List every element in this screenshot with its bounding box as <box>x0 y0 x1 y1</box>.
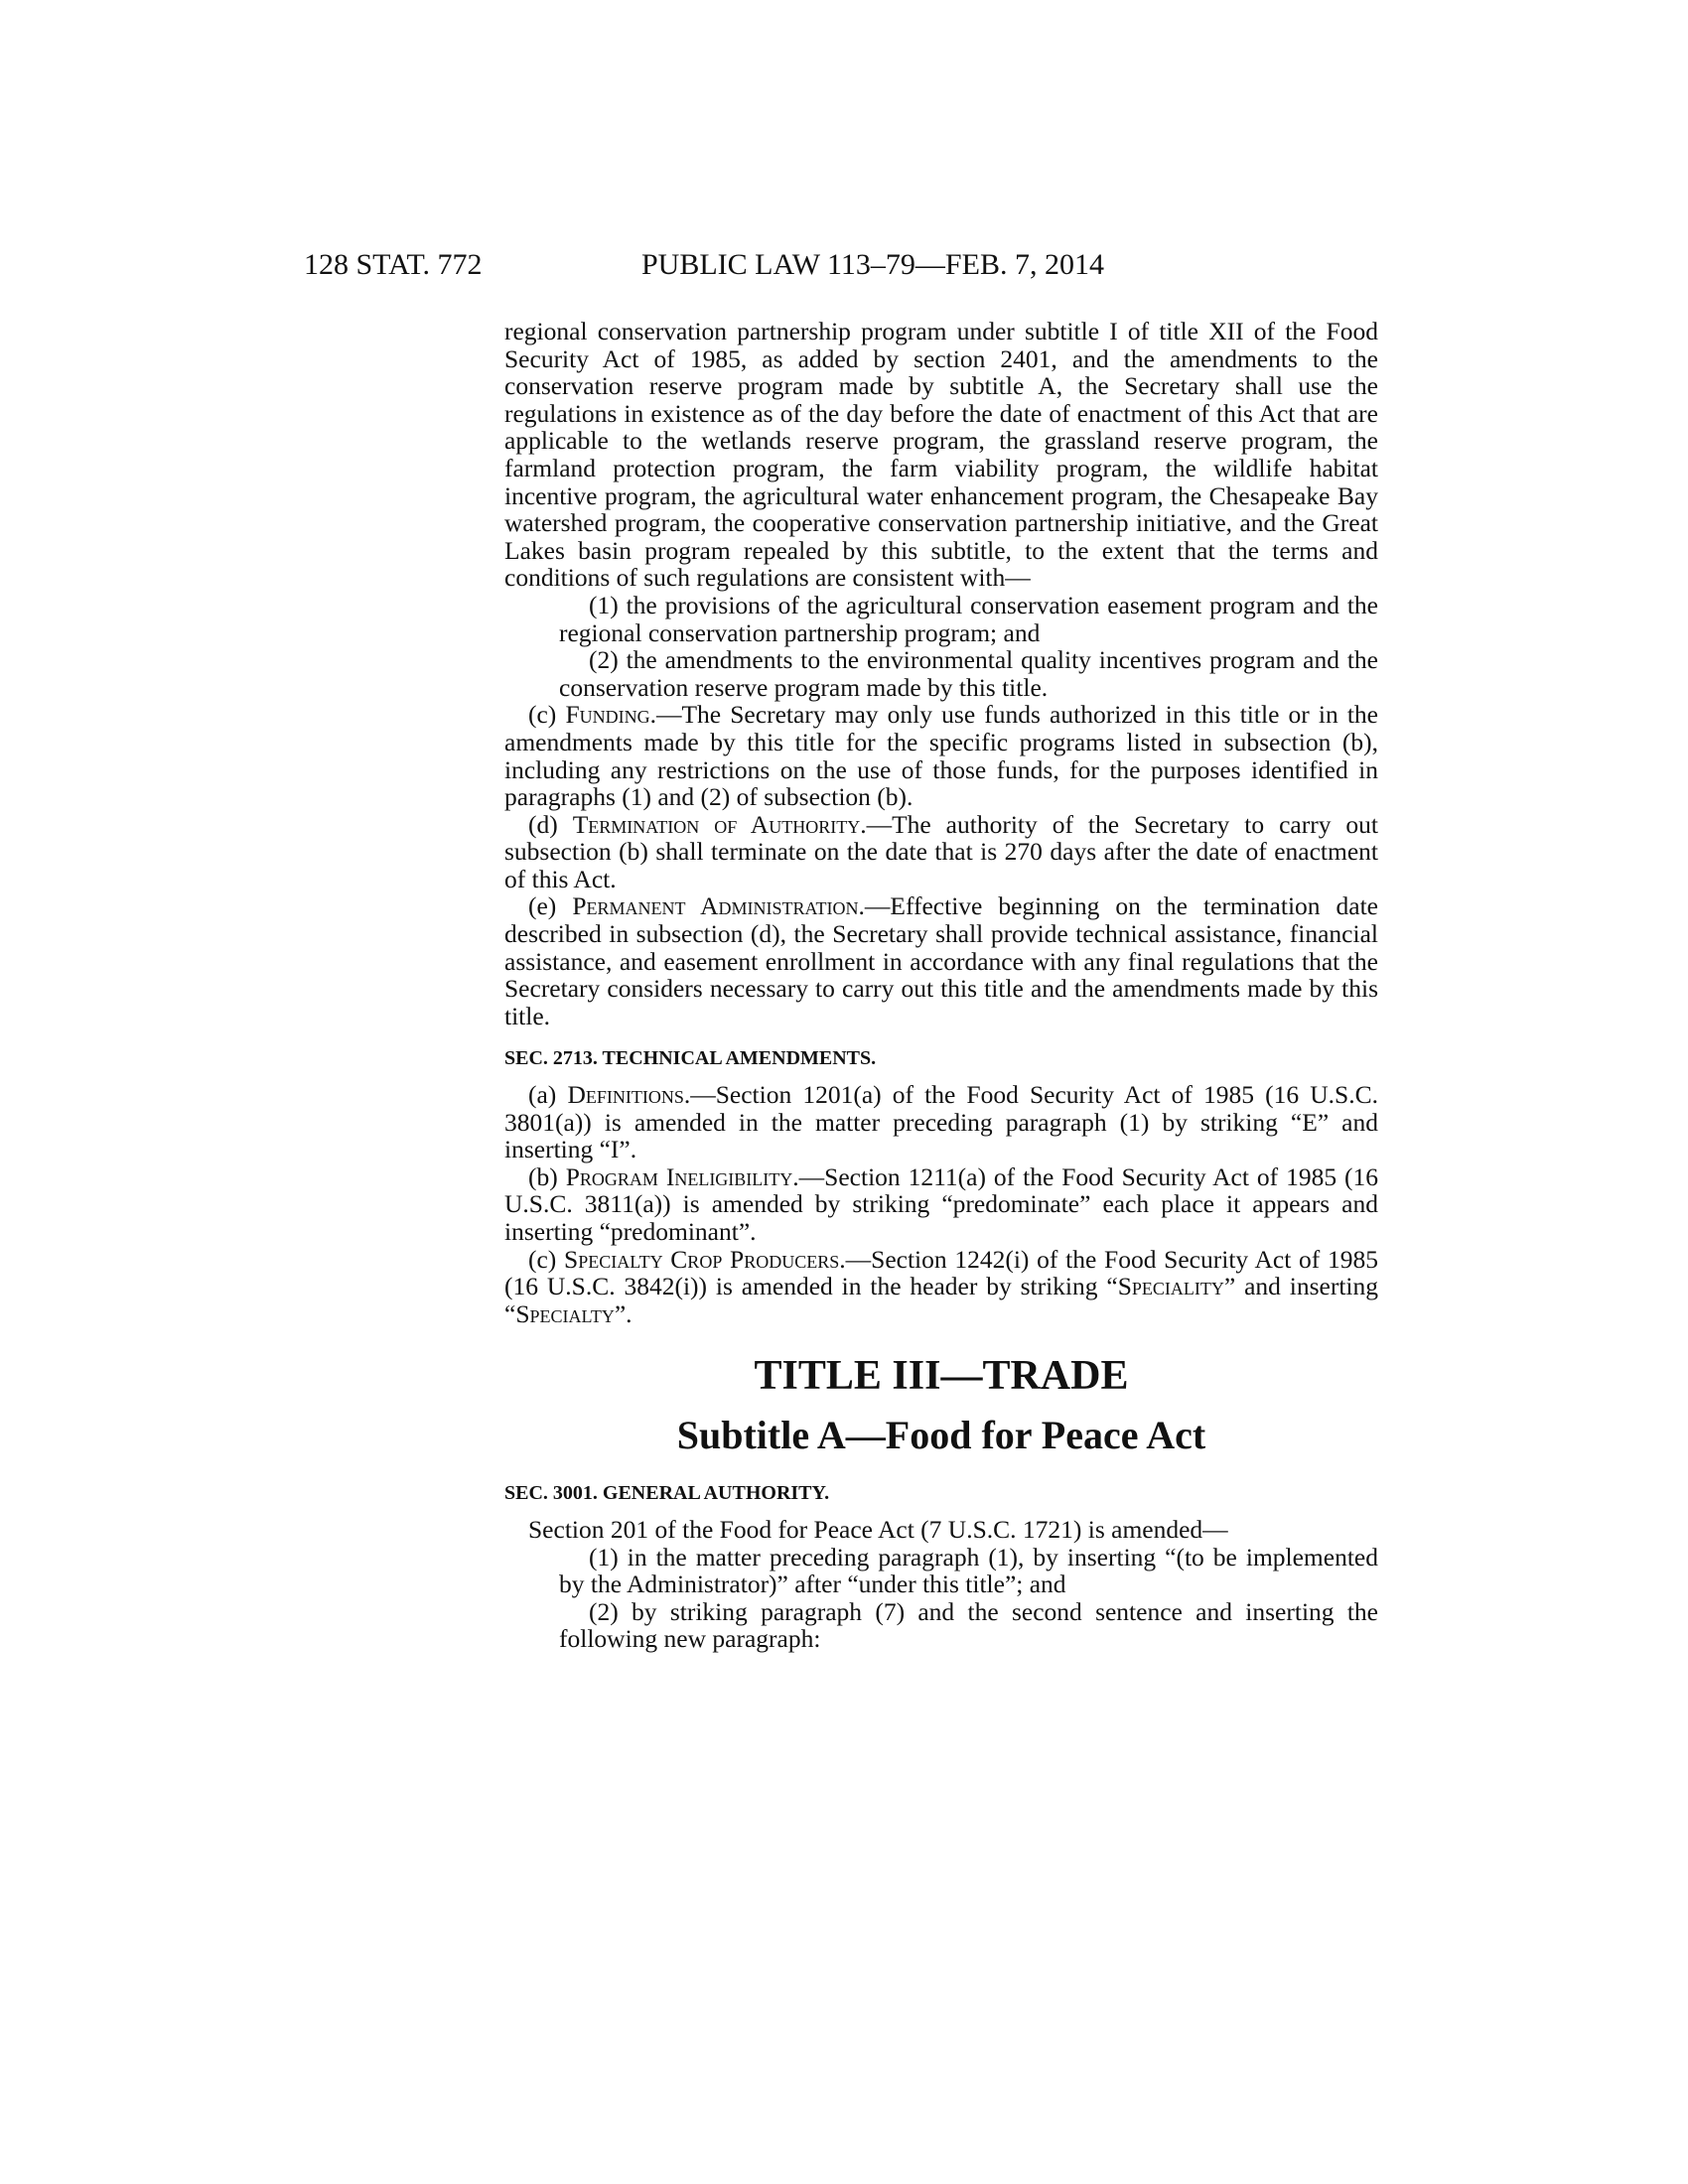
subsection-heading: Termination of Authority <box>572 809 861 839</box>
subsection-c: (c) Funding.—The Secretary may only use funds authorized in this title or in the amendments made by this title for the specific programs listed in subsection (b), including any restrictions on the use of those funds, for the purposes identified in paragraphs (1) and (2) of subsection (b). <box>504 700 1378 812</box>
section-intro: Section 201 of the Food for Peace Act (7 U.S.C. 1721) is amended— <box>528 1514 1228 1544</box>
section-heading-2713: SEC. 2713. TECHNICAL AMENDMENTS. <box>504 1047 877 1070</box>
page-header <box>304 248 1197 288</box>
subtitle-heading: Subtitle A—Food for Peace Act <box>676 1413 1206 1458</box>
subsection-heading: Program Ineligibility <box>565 1161 793 1191</box>
intro-paragraph: regional conservation partnership program under subtitle I of title XII of the Food Security Act of 1985, as added by section 2401, and the amendments to the conservation reserve program made by subtitle A, the Secretary shall use the regulations in existence as of the day before the date of enactment of this Act that are applicable to the wetlands reserve program, the grassland reserve program, the farmland protection program, the farm viability program, the wildlife habitat incentive program, the agricultural water enhancement program, the Chesapeake Bay watershed program, the cooperative conservation partnership initiative, and the Great Lakes basin program repealed by this subtitle, to the extent that the terms and conditions of such regulations are consistent with— <box>504 317 1378 593</box>
subsection-a: (a) Definitions.—Section 1201(a) of the Food Security Act of 1985 (16 U.S.C. 3801(a)) is amended in the matter preceding paragraph (1) by striking “E” and inserting “I”. <box>504 1080 1378 1164</box>
list-item: (1) in the matter preceding paragraph (1), by inserting “(to be implemented by the Administrator)” after “under this title”; and <box>559 1542 1378 1599</box>
subsection-heading: Funding <box>565 700 650 730</box>
subsection-b: (b) Program Ineligibility.—Section 1211(a) of the Food Security Act of 1985 (16 U.S.C. 3811(a)) is amended by striking “predominate” each place it appears and inserting “predominant”. <box>504 1161 1379 1246</box>
subsection-heading: Definitions <box>567 1080 684 1110</box>
list-item: (2) by striking paragraph (7) and the second sentence and inserting the following new paragraph: <box>559 1596 1378 1654</box>
body-column <box>504 318 1378 1653</box>
subsection-heading: Specialty Crop Producers <box>564 1244 840 1274</box>
list-item: (1) the provisions of the agricultural conservation easement program and the regional conservation partnership program; and <box>559 590 1378 647</box>
subsection-d: (d) Termination of Authority.—The authority of the Secretary to carry out subsection (b) shall terminate on the date that is 270 days after the date of enactment of this Act. <box>504 809 1378 893</box>
subsection-heading: Permanent Administration <box>572 891 859 921</box>
subsection-c-2713: (c) Specialty Crop Producers.—Section 1242(i) of the Food Security Act of 1985 (16 U.S.C. 3842(i)) is amended in the header by striking “Speciality” and inserting “Specialty”. <box>504 1244 1379 1328</box>
subsection-e: (e) Permanent Administration.—Effective beginning on the termination date described in subsection (d), the Secretary shall provide technical assistance, financial assistance, and easement enrollment in accordance with any final regulations that the Secretary considers necessary to carry out this title and the amendments made by this title. <box>504 891 1378 1030</box>
title-heading: TITLE III—TRADE <box>754 1353 1129 1400</box>
section-heading-3001: SEC. 3001. GENERAL AUTHORITY. <box>504 1482 830 1505</box>
public-law-reference: PUBLIC LAW 113–79—FEB. 7, 2014 <box>641 248 1104 281</box>
list-item: (2) the amendments to the environmental quality incentives program and the conservation reserve program made by this title. <box>559 645 1378 702</box>
statute-reference: 128 STAT. 772 <box>304 248 483 281</box>
